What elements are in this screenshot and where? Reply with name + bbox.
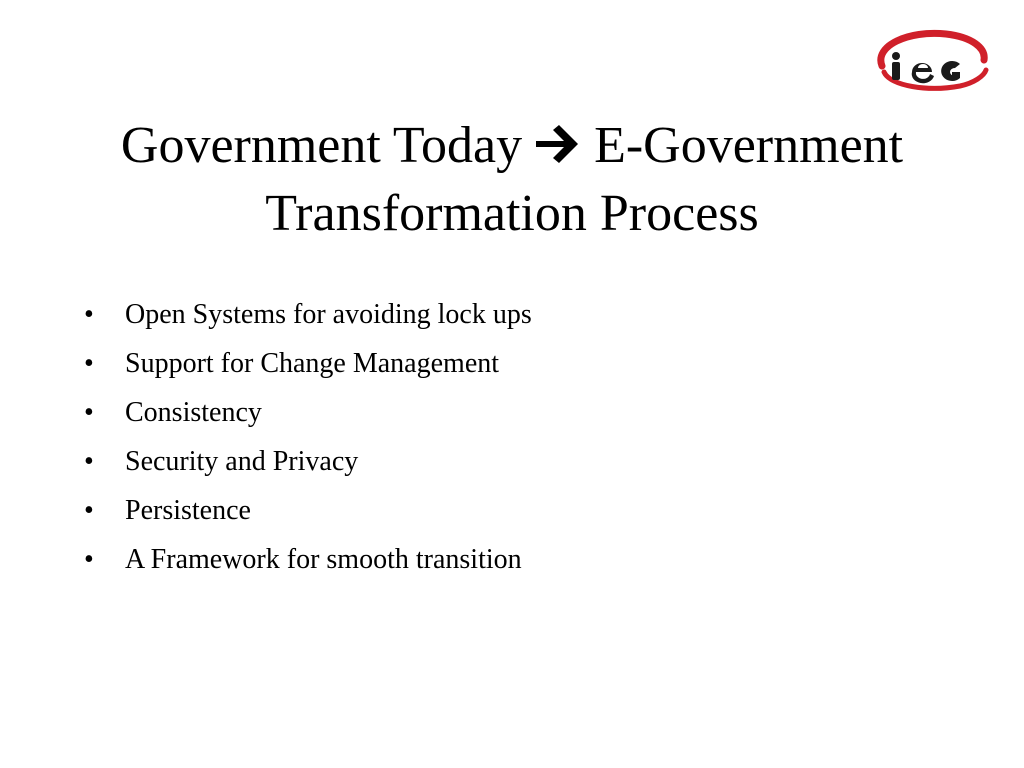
bullet-marker: • — [84, 495, 94, 526]
bullet-text: Security and Privacy — [125, 446, 359, 477]
bullet-item — [84, 486, 532, 535]
bullet-marker: • — [84, 446, 94, 477]
right-arrow-icon — [532, 124, 580, 164]
slide-title — [40, 112, 984, 248]
bullet-text: Open Systems for avoiding lock ups — [125, 299, 532, 330]
bullet-item — [84, 437, 532, 486]
title-before-arrow: Government Today — [120, 117, 523, 174]
bullet-text: Consistency — [125, 397, 262, 428]
ieg-logo — [868, 26, 990, 98]
bullet-text: Persistence — [125, 495, 251, 526]
bullet-item — [84, 339, 532, 388]
bullet-item — [84, 388, 532, 437]
bullet-marker: • — [84, 397, 94, 428]
bullet-marker: • — [84, 299, 94, 330]
bullet-text: Support for Change Management — [125, 348, 500, 379]
bullet-item — [84, 290, 532, 339]
bullet-item — [84, 535, 532, 584]
bullet-marker: • — [84, 348, 94, 379]
bullet-text: A Framework for smooth transition — [125, 544, 522, 575]
bullet-list — [84, 290, 532, 584]
bullet-marker: • — [84, 544, 94, 575]
title-after-arrow: E-Government — [594, 117, 904, 174]
title-line-2: Transformation Process — [265, 185, 759, 242]
